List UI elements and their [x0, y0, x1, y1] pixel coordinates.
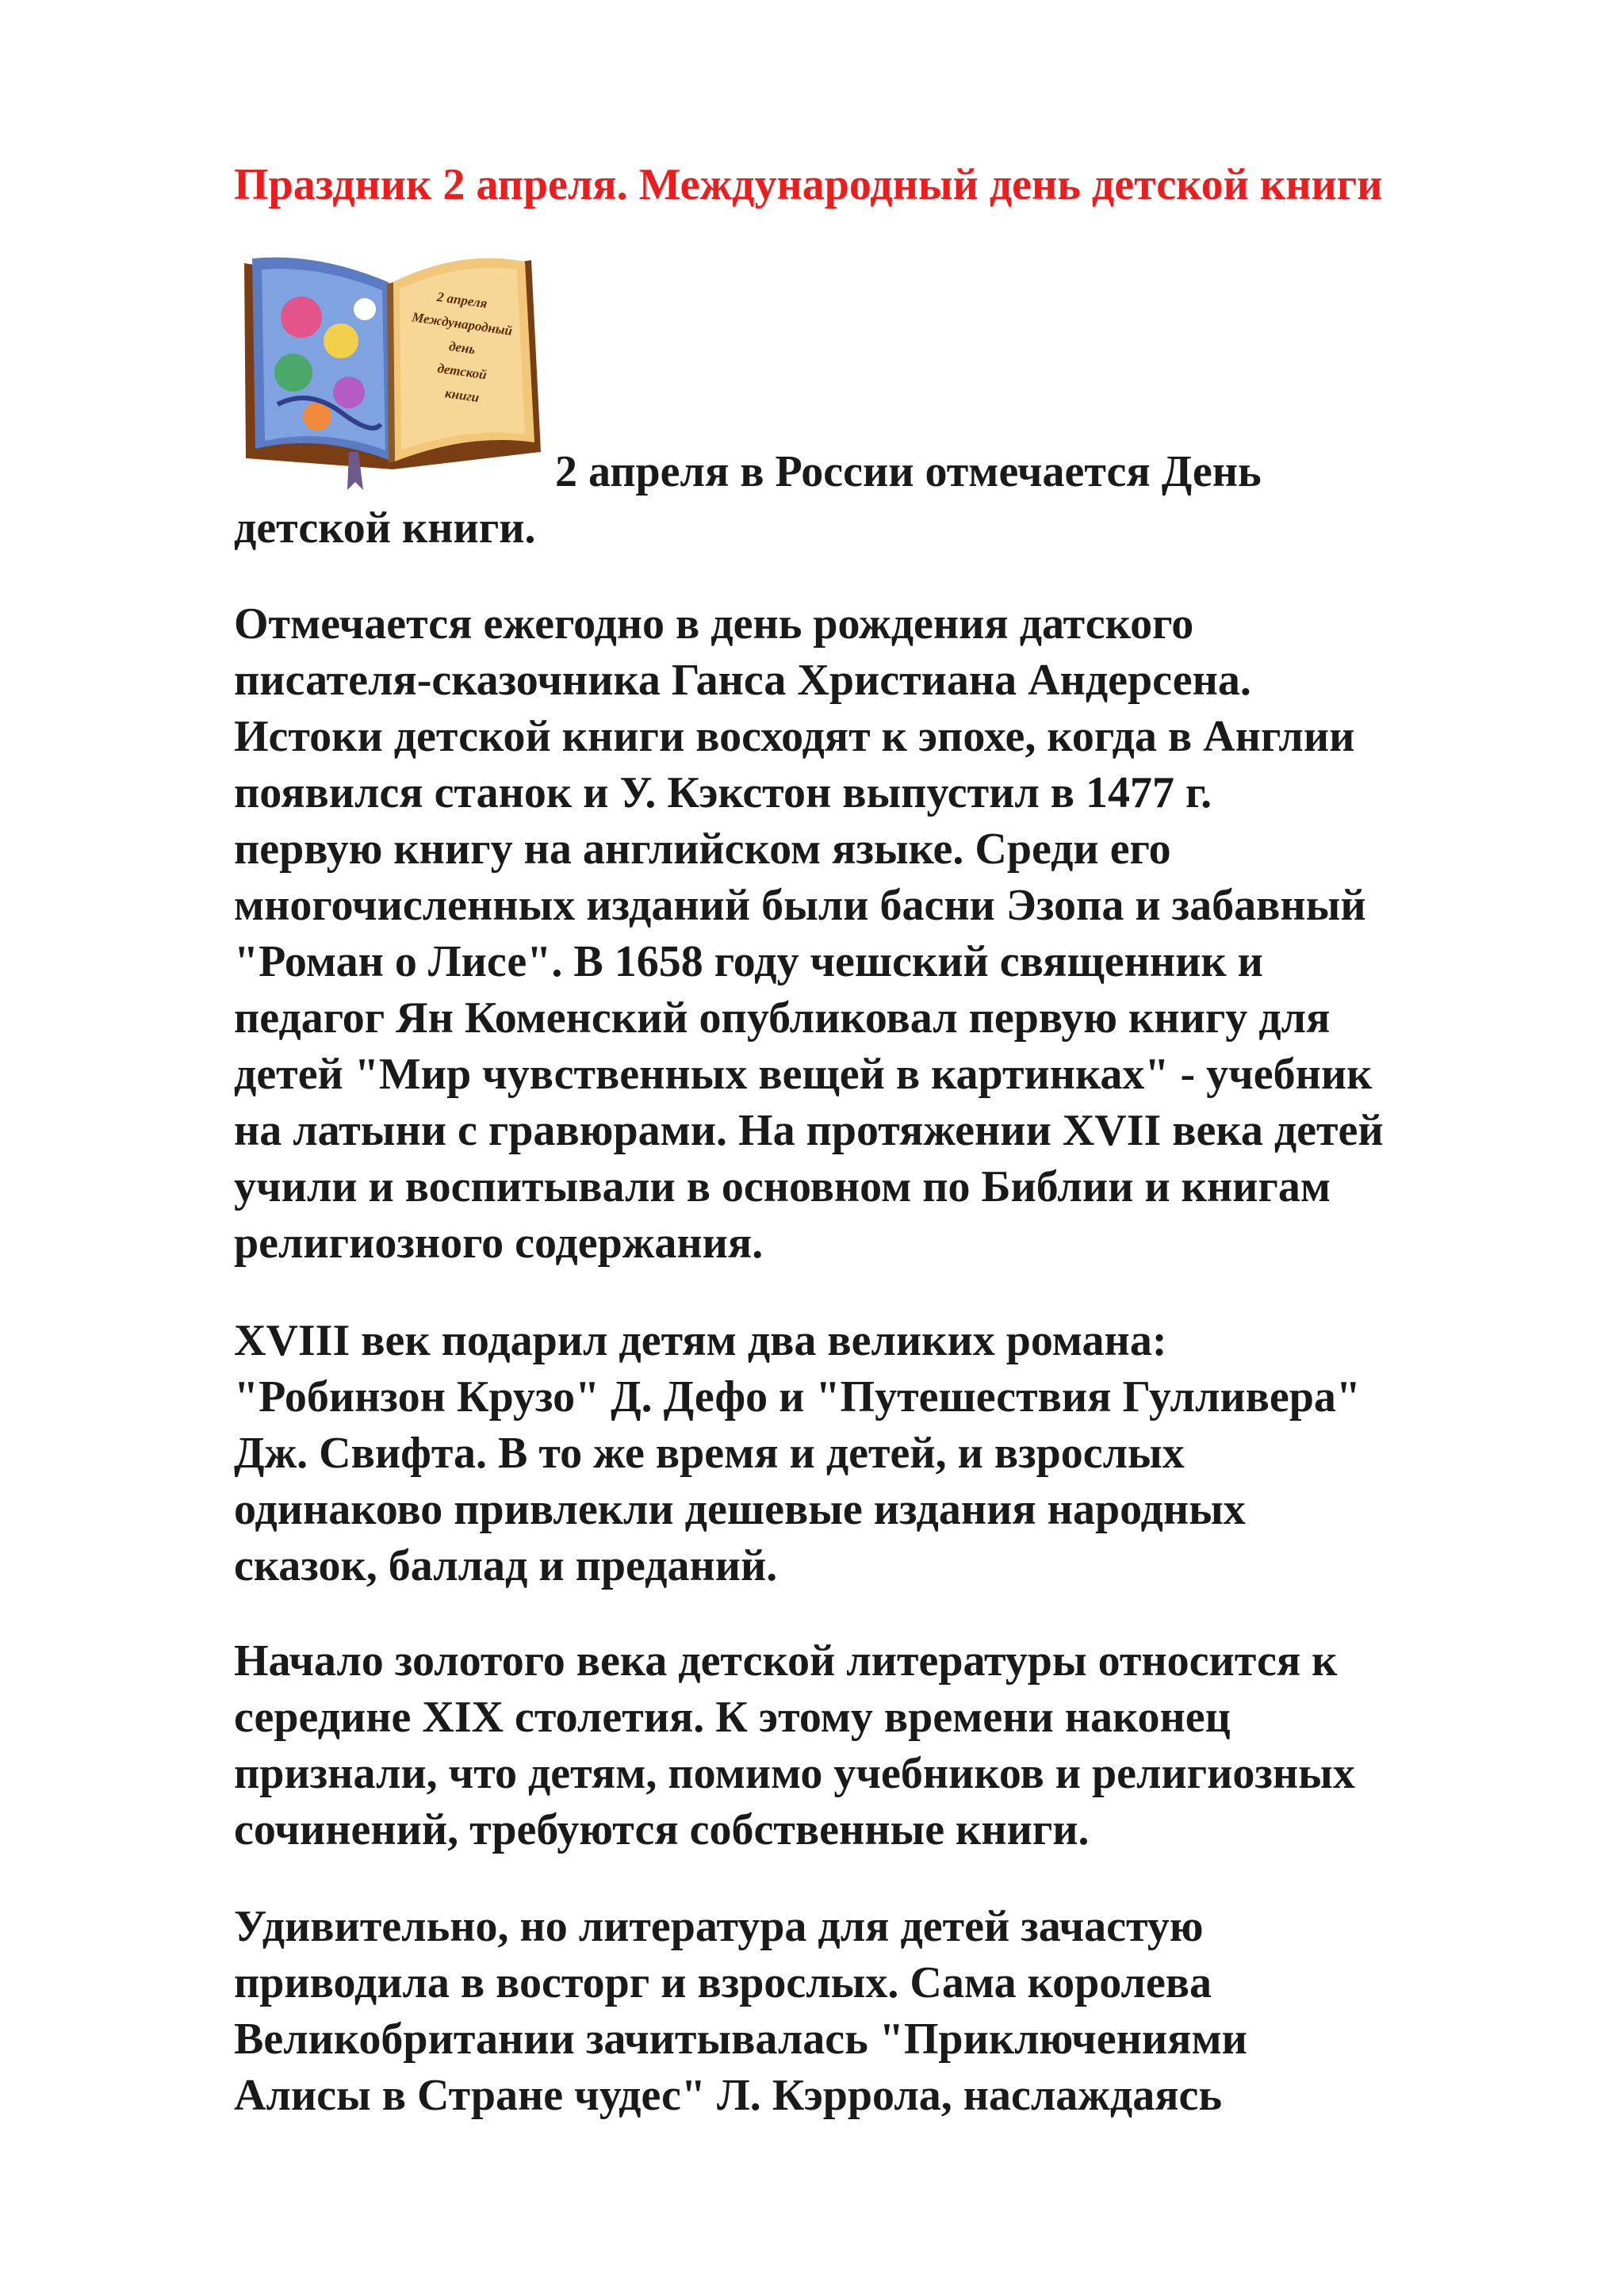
text-line: сказок, баллад и преданий.: [234, 1541, 778, 1590]
text-line: XVIII век подарил детям два великих романа:: [234, 1316, 1167, 1365]
svg-text:день: день: [448, 338, 477, 358]
text-line: Алисы в Стране чудес" Л. Кэррола, наслаждаясь: [234, 2071, 1222, 2120]
paragraph-history: [234, 596, 1582, 1272]
text-line: первую книгу на английском языке. Среди его: [234, 825, 1171, 874]
svg-text:Международный: Международный: [411, 309, 514, 339]
text-line: учили и воспитывали в основном по Библии и книгам: [234, 1162, 1331, 1211]
paragraph-golden-age: [234, 1633, 1582, 1858]
paragraph-18th-century: [234, 1313, 1582, 1594]
text-line: Начало золотого века детской литературы относится к: [234, 1636, 1338, 1686]
svg-text:2 апреля: 2 апреля: [435, 289, 488, 312]
text-line: на латыни с гравюрами. На протяжении XVII века детей: [234, 1106, 1384, 1155]
text-line: середине XIX столетия. К этому времени наконец: [234, 1693, 1231, 1742]
intro-line-1: 2 апреля в России отмечается День: [555, 447, 1262, 496]
intro-paragraph: [234, 444, 1550, 557]
text-line: детей "Мир чувственных вещей в картинках" - учебник: [234, 1050, 1373, 1099]
text-line: сочинений, требуются собственные книги.: [234, 1805, 1090, 1854]
text-line: Отмечается ежегодно в день рождения датского: [234, 599, 1194, 649]
svg-text:детской: детской: [436, 360, 488, 383]
paragraph-alice: [234, 1899, 1582, 2124]
text-line: многочисленных изданий были басни Эзопа и забавный: [234, 881, 1366, 930]
text-line: Великобритании зачитывалась "Приключениями: [234, 2015, 1247, 2064]
text-line: "Робинзон Крузо" Д. Дефо и "Путешествия Гулливера": [234, 1372, 1361, 1422]
text-line: Истоки детской книги восходят к эпохе, когда в Англии: [234, 712, 1355, 761]
text-line: приводила в восторг и взрослых. Сама королева: [234, 1958, 1212, 2007]
page-title: Праздник 2 апреля. Международный день детской книги: [234, 160, 1383, 209]
text-line: писателя-сказочника Ганса Христиана Андерсена.: [234, 656, 1251, 705]
text-line: Дж. Свифта. В то же время и детей, и взрослых: [234, 1429, 1185, 1478]
image-spacer: [234, 485, 555, 486]
intro-line-2: детской книги.: [234, 503, 536, 553]
text-line: "Роман о Лисе". В 1658 году чешский священник и: [234, 937, 1263, 986]
text-line: одинаково привлекли дешевые издания народных: [234, 1485, 1246, 1534]
svg-text:книги: книги: [444, 385, 481, 405]
text-line: признали, что детям, помимо учебников и религиозных: [234, 1749, 1355, 1798]
text-line: Удивительно, но литература для детей зачастую: [234, 1902, 1204, 1951]
text-line: религиозного содержания.: [234, 1219, 764, 1268]
text-line: педагог Ян Коменский опубликовал первую книгу для: [234, 993, 1331, 1043]
text-line: появился станок и У. Кэкстон выпустил в 1477 г.: [234, 768, 1212, 817]
